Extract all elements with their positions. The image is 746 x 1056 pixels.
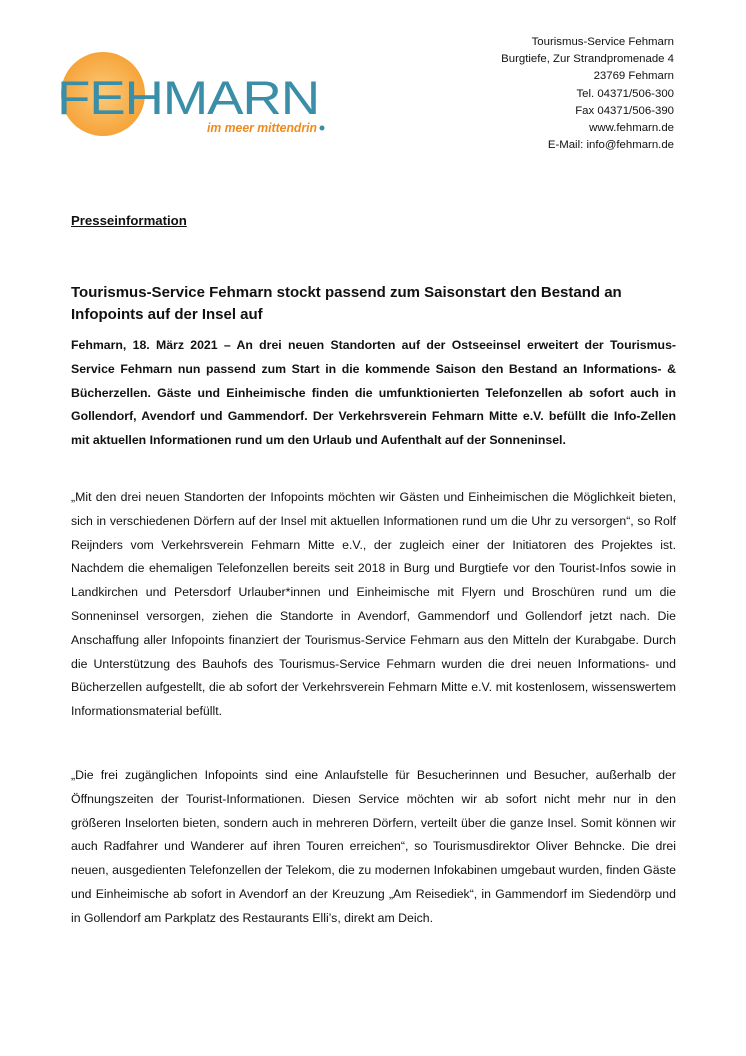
lead-paragraph: Fehmarn, 18. März 2021 – An drei neuen Standorten auf der Ostseeinsel erweitert der Tourismus-Service Fehmarn nun passend zum Start in die kommende Saison den Bestand an Informations- & Bücherzellen. Gäste und Einheimische finden die umfunktionierten Telefonzellen ab sofort auch in Gollendorf, Avendorf und Gammendorf. Der Verkehrsverein Fehmarn Mitte e.V. befüllt die Info-Zellen mit aktuellen Informationen rund um den Urlaub und Aufenthalt auf der Sonneninsel. — [71, 338, 676, 448]
fehmarn-logo — [55, 52, 345, 152]
fehmarn-logo-graphic — [55, 52, 345, 152]
address-line-fax: Fax 04371/506-390 — [575, 104, 674, 117]
address-line-email: E-Mail: info@fehmarn.de — [547, 139, 674, 152]
logo-wordmark: FEHMARN — [57, 71, 319, 124]
address-line-city: 23769 Fehmarn — [593, 70, 674, 83]
address-line-name: Tourismus-Service Fehmarn — [531, 36, 674, 48]
address-line-website: www.fehmarn.de — [589, 122, 674, 135]
address-line-phone: Tel. 04371/506-300 — [576, 87, 674, 100]
document-type-label: Presseinformation — [71, 213, 187, 228]
sender-address — [501, 34, 674, 154]
logo-dot — [320, 126, 325, 131]
body-paragraph-1: „Mit den drei neuen Standorten der Infopoints möchten wir Gästen und Einheimischen die Möglichkeit bieten, sich in verschiedenen Dörfern auf der Insel mit aktuellen Informationen rund um die Uhr zu versorgen“, so Rolf Reijnders vom Verkehrsverein Fehmarn Mitte e.V., der zugleich einer der Initiatoren des Projektes ist. Nachdem die ehemaligen Telefonzellen bereits seit 2018 in Burg und Burgtiefe vor den Tourist-Infos sowie in Landkirchen und Petersdorf Urlauber*innen und Einheimische mit Flyern und Broschüren rund um die Sonneninsel versorgen, ziehen die Standorte in Avendorf, Gammendorf und Gollendorf jetzt nach. Die Anschaffung aller Infopoints finanziert der Tourismus-Service Fehmarn aus den Mitteln der Kurabgabe. Durch die Unterstützung des Bauhofs des Tourismus-Service Fehmarn wurden die drei neuen Informations- und Bücherzellen aufgestellt, die ab sofort der Verkehrsverein Fehmarn Mitte e.V. mit kostenlosem, wissenswertem Informationsmaterial befüllt. — [71, 490, 676, 719]
logo-tagline: im meer mittendrin — [207, 120, 318, 135]
address-line-street: Burgtiefe, Zur Strandpromenade 4 — [501, 53, 674, 66]
body-paragraph-2: „Die frei zugänglichen Infopoints sind eine Anlaufstelle für Besucherinnen und Besucher, außerhalb der Öffnungszeiten der Tourist-Informationen. Diesen Service möchten wir ab sofort nicht mehr nur in den größeren Inselorten bieten, sondern auch in mehreren Dörfern, verteilt über die ganze Insel. Somit können wir auch Radfahrer und Wanderer auf ihren Touren erreichen“, so Tourismusdirektor Oliver Behncke. Die drei neuen, ausgedienten Telefonzellen der Telekom, die zu modernen Infokabinen umgebaut wurden, finden Gäste und Einheimische ab sofort in Avendorf an der Kreuzung „Am Reisediek“, in Gammendorf im Siedendörp und in Gollendorf am Parkplatz des Restaurants Elli’s, direkt am Deich. — [71, 768, 676, 925]
press-headline: Tourismus-Service Fehmarn stockt passend zum Saisonstart den Bestand an Infopoints auf der Insel auf — [71, 284, 622, 323]
